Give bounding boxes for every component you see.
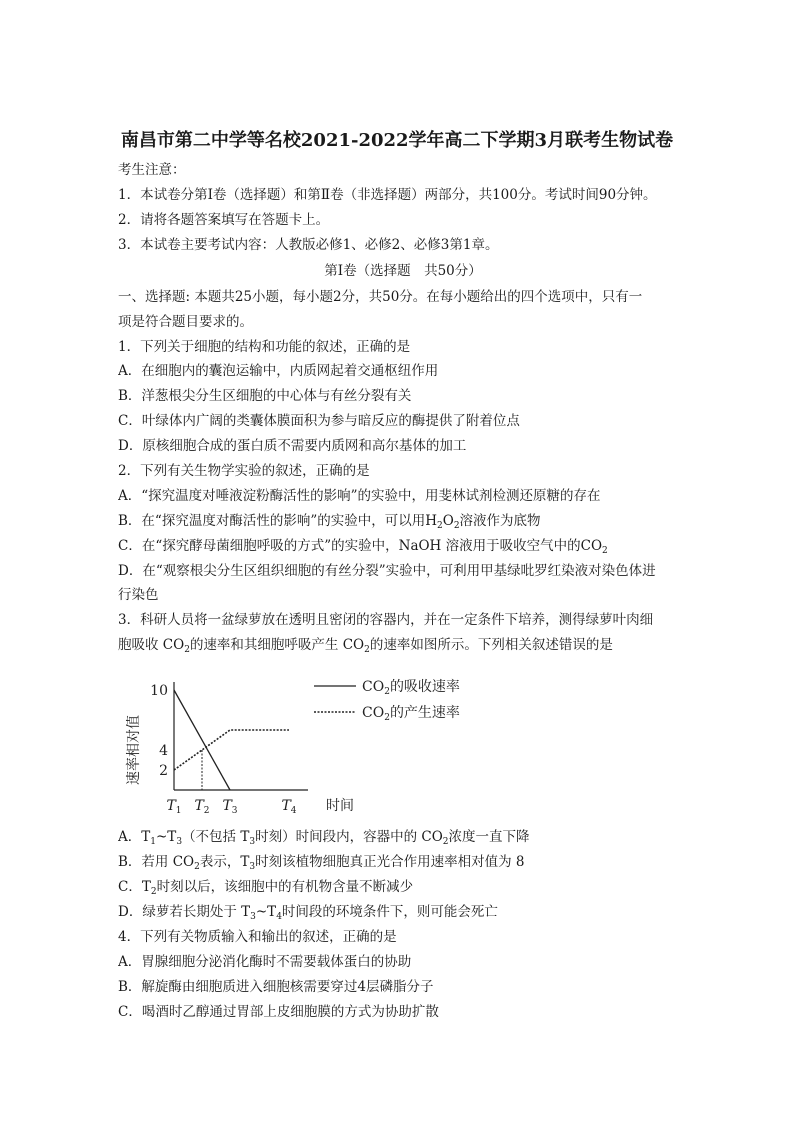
notice-item-3: 3．本试卷主要考试内容：人教版必修1、必修2、必修3第1章。: [118, 237, 499, 253]
section-intro-line-1: 一、选择题: 本题共25小题，每小题2分，共50分。在每小题给出的四个选项中，只有一: [118, 289, 643, 305]
series-co2-production-line: [174, 730, 289, 770]
q2-stem: 2．下列有关生物学实验的叙述，正确的是: [118, 463, 370, 479]
section-title: 第Ⅰ卷（选择题 共50分）: [324, 263, 482, 279]
y-tick-label-2: 2: [159, 763, 168, 779]
section-intro-line-2: 项是符合题目要求的。: [118, 314, 253, 330]
q4-option-c: C．喝酒时乙醇通过胃部上皮细胞膜的方式为协助扩散: [118, 1004, 439, 1020]
q2-option-a: A．“探究温度对唾液淀粉酶活性的影响”的实验中，用斐林试剂检测还原糖的存在: [118, 488, 601, 504]
q3-stem-line-2: 胞吸收 $CO_2$的速率和其细胞呼吸产生 $CO_2$的速率如图所示。下列相关叙述错误的是: [118, 637, 613, 655]
q1-option-b: B．洋葱根尖分生区细胞的中心体与有丝分裂有关: [118, 388, 412, 404]
x-tick-label-t3: $T_3$: [222, 798, 238, 816]
q3-option-b: B．若用 $CO_2$表示，$T_3$时刻该植物细胞真正光合作用速率相对值为 8: [118, 854, 525, 872]
q2-option-d-line-1: D．在“观察根尖分生区组织细胞的有丝分裂”实验中，可利用甲基绿吡罗红染液对染色体进: [118, 563, 656, 579]
x-tick-label-t4: $T_4$: [281, 798, 297, 816]
q4-option-b: B．解旋酶由细胞质进入细胞核需要穿过4层磷脂分子: [118, 979, 434, 995]
q3-option-c: C．$T_2$时刻以后，该细胞中的有机物含量不断减少: [118, 879, 414, 897]
y-tick-label-10: 10: [150, 683, 168, 699]
notice-item-1: 1．本试卷分第Ⅰ卷（选择题）和第Ⅱ卷（非选择题）两部分，共100分。考试时间90分钟。: [118, 187, 657, 203]
q3-stem-line-1: 3．科研人员将一盆绿萝放在透明且密闭的容器内，并在一定条件下培养，测得绿萝叶肉细: [118, 612, 654, 628]
q3-option-d: D．绿萝若长期处于 $T_3\sim T_4$时间段的环境条件下，则可能会死亡: [118, 904, 498, 922]
q1-option-c: C．叶绿体内广阔的类囊体膜面积为参与暗反应的酶提供了附着位点: [118, 413, 520, 429]
q1-option-d: D．原核细胞合成的蛋白质不需要内质网和高尔基体的加工: [118, 438, 467, 454]
y-tick-label-4: 4: [159, 743, 168, 759]
q1-option-a: A．在细胞内的囊泡运输中，内质网起着交通枢纽作用: [118, 363, 439, 379]
q1-stem: 1．下列关于细胞的结构和功能的叙述，正确的是: [118, 339, 411, 355]
x-axis-label: 时间: [326, 798, 354, 814]
rate-chart-svg: [118, 670, 488, 820]
legend-dotted-label: $CO_2$的产生速率: [362, 705, 460, 723]
rate-chart: [118, 670, 488, 820]
q2-option-c: C．在“探究酵母菌细胞呼吸的方式”的实验中，NaOH 溶液用于吸收空气中的$CO_2$: [118, 538, 608, 556]
notice-header: 考生注意：: [118, 162, 186, 178]
notice-item-2: 2．请将各题答案填写在答题卡上。: [118, 212, 330, 228]
y-axis-label: 速率相对值: [126, 715, 142, 785]
x-tick-label-t2: $T_2$: [194, 798, 210, 816]
q3-option-a: A．$T_1\sim T_3$（不包括 $T_3$时刻）时间段内，容器中的 $CO_2$浓度一直下降: [118, 829, 530, 847]
legend-solid-label: $CO_2$的吸收速率: [362, 679, 460, 697]
x-tick-label-t1: $T_1$: [166, 798, 182, 816]
q4-stem: 4．下列有关物质输入和输出的叙述，正确的是: [118, 929, 397, 945]
q2-option-d-line-2: 行染色: [118, 587, 159, 603]
q4-option-a: A．胃腺细胞分泌消化酶时不需要载体蛋白的协助: [118, 954, 412, 970]
q2-option-b: B．在“探究温度对酶活性的影响”的实验中，可以用$H_2O_2$溶液作为底物: [118, 513, 541, 531]
exam-title: 南昌市第二中学等名校2021-2022学年高二下学期3月联考生物试卷: [120, 130, 674, 151]
